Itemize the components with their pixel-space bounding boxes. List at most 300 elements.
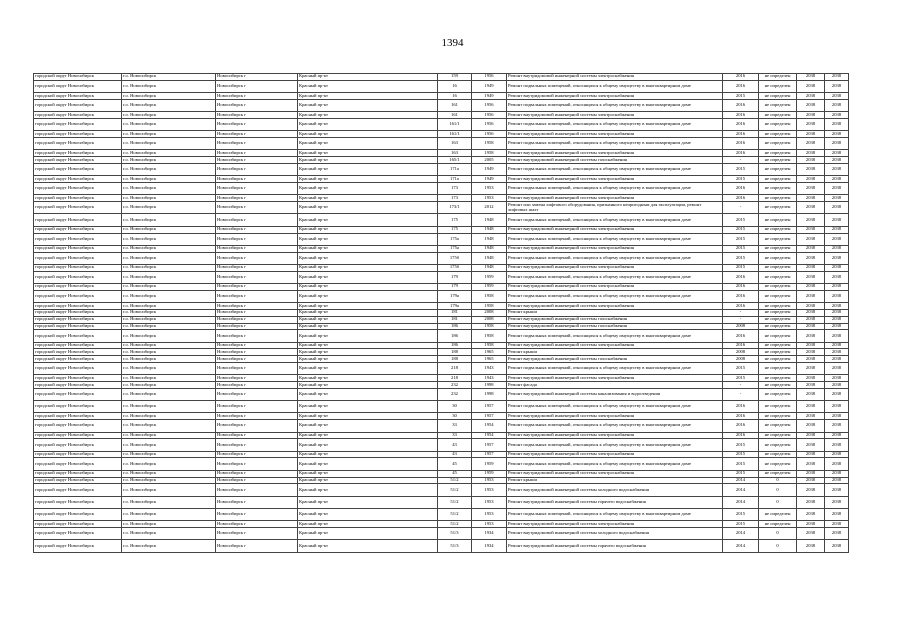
last-repair-year-cell: 2014 <box>723 477 759 484</box>
plan-start-year-cell: 2038 <box>797 309 825 316</box>
plan-start-year-cell: 2038 <box>797 176 825 183</box>
table-row <box>34 496 849 508</box>
build-year-cell: 1958 <box>472 303 507 310</box>
locality-cell: Новосибирск г <box>216 484 298 496</box>
house-number-cell: 186 <box>438 330 472 342</box>
district-cell: городской округ Новосибирск <box>34 264 122 271</box>
street-cell: Красный пр-кт <box>298 316 438 323</box>
build-year-cell: 1953 <box>472 195 507 202</box>
plan-end-year-cell: 2038 <box>825 290 849 302</box>
locality-cell: Новосибирск г <box>216 356 298 363</box>
locality-cell: Новосибирск г <box>216 290 298 302</box>
build-year-cell: 1998 <box>472 388 507 400</box>
work-type-cell: Ремонт внутридомовой инженерной системы канализования и водоотведения <box>507 388 723 400</box>
street-cell: Красный пр-кт <box>298 183 438 195</box>
status-cell: не определен <box>759 176 797 183</box>
city-cell: г.о. Новосибирск <box>122 413 216 420</box>
plan-start-year-cell: 2038 <box>797 439 825 451</box>
build-year-cell: 1953 <box>472 477 507 484</box>
last-repair-year-cell: 2016 <box>723 118 759 130</box>
build-year-cell: 1934 <box>472 540 507 552</box>
city-cell: г.о. Новосибирск <box>122 470 216 477</box>
table-row <box>34 484 849 496</box>
plan-end-year-cell: 2038 <box>825 401 849 413</box>
district-cell: городской округ Новосибирск <box>34 388 122 400</box>
status-cell: 0 <box>759 540 797 552</box>
district-cell: городской округ Новосибирск <box>34 330 122 342</box>
locality-cell: Новосибирск г <box>216 330 298 342</box>
work-type-cell: Ремонт внутридомовой инженерной системы электроснабжения <box>507 375 723 382</box>
house-number-cell: 218 <box>438 363 472 375</box>
locality-cell: Новосибирск г <box>216 388 298 400</box>
plan-end-year-cell: 2038 <box>825 432 849 439</box>
status-cell: не определен <box>759 401 797 413</box>
district-cell: городской округ Новосибирск <box>34 157 122 164</box>
street-cell: Красный пр-кт <box>298 451 438 458</box>
street-cell: Красный пр-кт <box>298 330 438 342</box>
plan-start-year-cell: 2038 <box>797 316 825 323</box>
street-cell: Красный пр-кт <box>298 252 438 264</box>
city-cell: г.о. Новосибирск <box>122 80 216 92</box>
table-row <box>34 363 849 375</box>
plan-end-year-cell: 2038 <box>825 388 849 400</box>
status-cell: не определен <box>759 138 797 150</box>
last-repair-year-cell: 2014 <box>723 484 759 496</box>
status-cell: не определен <box>759 323 797 330</box>
city-cell: г.о. Новосибирск <box>122 342 216 349</box>
work-type-cell: Ремонт внутридомовой инженерной системы электроснабжения <box>507 432 723 439</box>
plan-end-year-cell: 2038 <box>825 420 849 432</box>
status-cell: не определен <box>759 264 797 271</box>
street-cell: Красный пр-кт <box>298 93 438 100</box>
house-number-cell: 179 <box>438 271 472 283</box>
status-cell: не определен <box>759 226 797 233</box>
locality-cell: Новосибирск г <box>216 93 298 100</box>
status-cell: не определен <box>759 309 797 316</box>
locality-cell: Новосибирск г <box>216 157 298 164</box>
city-cell: г.о. Новосибирск <box>122 420 216 432</box>
city-cell: г.о. Новосибирск <box>122 157 216 164</box>
city-cell: г.о. Новосибирск <box>122 477 216 484</box>
plan-end-year-cell: 2038 <box>825 245 849 252</box>
district-cell: городской округ Новосибирск <box>34 252 122 264</box>
work-type-cell: Ремонт внутридомовой инженерной системы электроснабжения <box>507 413 723 420</box>
district-cell: городской округ Новосибирск <box>34 309 122 316</box>
status-cell: не определен <box>759 195 797 202</box>
street-cell: Красный пр-кт <box>298 496 438 508</box>
street-cell: Красный пр-кт <box>298 99 438 111</box>
plan-start-year-cell: 2038 <box>797 214 825 226</box>
plan-end-year-cell: 2038 <box>825 252 849 264</box>
status-cell: не определен <box>759 413 797 420</box>
work-type-cell: Ремонт внутридомовой инженерной системы электроснабжения <box>507 284 723 291</box>
house-number-cell: 179а <box>438 290 472 302</box>
district-cell: городской округ Новосибирск <box>34 363 122 375</box>
page-number: 1394 <box>441 37 464 49</box>
status-cell: не определен <box>759 80 797 92</box>
status-cell: не определен <box>759 245 797 252</box>
street-cell: Красный пр-кт <box>298 195 438 202</box>
street-cell: Красный пр-кт <box>298 118 438 130</box>
work-type-cell: Ремонт подвальных помещений, относящихся к общему имуществу в многоквартирном доме <box>507 420 723 432</box>
work-type-cell: Ремонт внутридомовой инженерной системы холодного водоснабжения <box>507 528 723 540</box>
last-repair-year-cell: 2015 <box>723 451 759 458</box>
street-cell: Красный пр-кт <box>298 470 438 477</box>
last-repair-year-cell: 2015 <box>723 363 759 375</box>
plan-start-year-cell: 2038 <box>797 375 825 382</box>
table-row <box>34 183 849 195</box>
status-cell: не определен <box>759 252 797 264</box>
plan-start-year-cell: 2038 <box>797 233 825 245</box>
street-cell: Красный пр-кт <box>298 176 438 183</box>
street-cell: Красный пр-кт <box>298 477 438 484</box>
status-cell: не определен <box>759 349 797 356</box>
city-cell: г.о. Новосибирск <box>122 138 216 150</box>
build-year-cell: 1949 <box>472 80 507 92</box>
district-cell: городской округ Новосибирск <box>34 413 122 420</box>
locality-cell: Новосибирск г <box>216 195 298 202</box>
plan-start-year-cell: 2038 <box>797 74 825 81</box>
locality-cell: Новосибирск г <box>216 316 298 323</box>
house-number-cell: 16 <box>438 93 472 100</box>
house-number-cell: 181 <box>438 316 472 323</box>
house-number-cell: 173 <box>438 195 472 202</box>
build-year-cell: 1959 <box>472 458 507 470</box>
work-type-cell: Ремонт подвальных помещений, относящихся к общему имуществу в многоквартирном доме <box>507 233 723 245</box>
locality-cell: Новосибирск г <box>216 401 298 413</box>
locality-cell: Новосибирск г <box>216 432 298 439</box>
city-cell: г.о. Новосибирск <box>122 245 216 252</box>
table-row <box>34 214 849 226</box>
work-type-cell: Ремонт подвальных помещений, относящихся к общему имуществу в многоквартирном доме <box>507 458 723 470</box>
city-cell: г.о. Новосибирск <box>122 226 216 233</box>
city-cell: г.о. Новосибирск <box>122 356 216 363</box>
last-repair-year-cell: 2016 <box>723 99 759 111</box>
plan-end-year-cell: 2038 <box>825 356 849 363</box>
last-repair-year-cell: 2016 <box>723 342 759 349</box>
district-cell: городской округ Новосибирск <box>34 303 122 310</box>
house-number-cell: 175б <box>438 252 472 264</box>
plan-end-year-cell: 2038 <box>825 458 849 470</box>
table-row <box>34 342 849 349</box>
last-repair-year-cell: 2016 <box>723 80 759 92</box>
build-year-cell: 1943 <box>472 363 507 375</box>
plan-start-year-cell: 2038 <box>797 131 825 138</box>
table-row <box>34 252 849 264</box>
status-cell: не определен <box>759 451 797 458</box>
street-cell: Красный пр-кт <box>298 150 438 157</box>
district-cell: городской округ Новосибирск <box>34 138 122 150</box>
city-cell: г.о. Новосибирск <box>122 309 216 316</box>
city-cell: г.о. Новосибирск <box>122 388 216 400</box>
plan-end-year-cell: 2038 <box>825 176 849 183</box>
house-number-cell: 175б <box>438 264 472 271</box>
locality-cell: Новосибирск г <box>216 183 298 195</box>
build-year-cell: 1953 <box>472 484 507 496</box>
city-cell: г.о. Новосибирск <box>122 363 216 375</box>
plan-start-year-cell: 2038 <box>797 183 825 195</box>
district-cell: городской округ Новосибирск <box>34 508 122 520</box>
table-body <box>34 74 849 553</box>
last-repair-year-cell: 2016 <box>723 420 759 432</box>
locality-cell: Новосибирск г <box>216 375 298 382</box>
work-type-cell: Ремонт подвальных помещений, относящихся к общему имуществу в многоквартирном доме <box>507 252 723 264</box>
build-year-cell: 1953 <box>472 183 507 195</box>
plan-start-year-cell: 2038 <box>797 342 825 349</box>
build-year-cell: 1948 <box>472 264 507 271</box>
district-cell: городской округ Новосибирск <box>34 451 122 458</box>
table-row <box>34 401 849 413</box>
house-number-cell: 51/3 <box>438 540 472 552</box>
street-cell: Красный пр-кт <box>298 284 438 291</box>
city-cell: г.о. Новосибирск <box>122 74 216 81</box>
last-repair-year-cell: 2014 <box>723 496 759 508</box>
plan-start-year-cell: 2038 <box>797 528 825 540</box>
locality-cell: Новосибирск г <box>216 138 298 150</box>
locality-cell: Новосибирск г <box>216 163 298 175</box>
plan-start-year-cell: 2038 <box>797 252 825 264</box>
street-cell: Красный пр-кт <box>298 413 438 420</box>
plan-end-year-cell: 2038 <box>825 284 849 291</box>
street-cell: Красный пр-кт <box>298 439 438 451</box>
district-cell: городской округ Новосибирск <box>34 80 122 92</box>
status-cell: не определен <box>759 382 797 389</box>
last-repair-year-cell: 2015 <box>723 508 759 520</box>
last-repair-year-cell: 2016 <box>723 183 759 195</box>
house-number-cell: 33 <box>438 420 472 432</box>
city-cell: г.о. Новосибирск <box>122 214 216 226</box>
street-cell: Красный пр-кт <box>298 163 438 175</box>
city-cell: г.о. Новосибирск <box>122 349 216 356</box>
locality-cell: Новосибирск г <box>216 80 298 92</box>
status-cell: не определен <box>759 183 797 195</box>
district-cell: городской округ Новосибирск <box>34 150 122 157</box>
table-row <box>34 284 849 291</box>
district-cell: городской округ Новосибирск <box>34 233 122 245</box>
status-cell: не определен <box>759 363 797 375</box>
status-cell: не определен <box>759 150 797 157</box>
plan-end-year-cell: 2038 <box>825 183 849 195</box>
build-year-cell: 1957 <box>472 401 507 413</box>
table-row <box>34 131 849 138</box>
street-cell: Красный пр-кт <box>298 309 438 316</box>
district-cell: городской округ Новосибирск <box>34 349 122 356</box>
city-cell: г.о. Новосибирск <box>122 316 216 323</box>
city-cell: г.о. Новосибирск <box>122 323 216 330</box>
district-cell: городской округ Новосибирск <box>34 112 122 119</box>
street-cell: Красный пр-кт <box>298 342 438 349</box>
locality-cell: Новосибирск г <box>216 413 298 420</box>
last-repair-year-cell: - <box>723 316 759 323</box>
last-repair-year-cell: 2015 <box>723 439 759 451</box>
house-number-cell: 51/2 <box>438 508 472 520</box>
house-number-cell: 159 <box>438 74 472 81</box>
plan-end-year-cell: 2038 <box>825 382 849 389</box>
city-cell: г.о. Новосибирск <box>122 401 216 413</box>
build-year-cell: 1948 <box>472 214 507 226</box>
table-row <box>34 477 849 484</box>
work-type-cell: Ремонт внутридомовой инженерной системы электроснабжения <box>507 470 723 477</box>
locality-cell: Новосибирск г <box>216 226 298 233</box>
table-row <box>34 309 849 316</box>
build-year-cell: 1956 <box>472 118 507 130</box>
work-type-cell: Ремонт подвальных помещений, относящихся к общему имуществу в многоквартирном доме <box>507 99 723 111</box>
plan-end-year-cell: 2038 <box>825 477 849 484</box>
locality-cell: Новосибирск г <box>216 521 298 528</box>
city-cell: г.о. Новосибирск <box>122 484 216 496</box>
last-repair-year-cell: 2015 <box>723 252 759 264</box>
city-cell: г.о. Новосибирск <box>122 202 216 214</box>
district-cell: городской округ Новосибирск <box>34 496 122 508</box>
build-year-cell: 1953 <box>472 508 507 520</box>
house-number-cell: 218 <box>438 375 472 382</box>
last-repair-year-cell: 2016 <box>723 271 759 283</box>
plan-end-year-cell: 2038 <box>825 330 849 342</box>
table-row <box>34 439 849 451</box>
locality-cell: Новосибирск г <box>216 470 298 477</box>
status-cell: не определен <box>759 290 797 302</box>
district-cell: городской округ Новосибирск <box>34 214 122 226</box>
build-year-cell: 1958 <box>472 150 507 157</box>
plan-start-year-cell: 2038 <box>797 349 825 356</box>
city-cell: г.о. Новосибирск <box>122 521 216 528</box>
house-number-cell: 173/1 <box>438 202 472 214</box>
work-type-cell: Ремонт внутридомовой инженерной системы газоснабжения <box>507 323 723 330</box>
table-row <box>34 323 849 330</box>
district-cell: городской округ Новосибирск <box>34 323 122 330</box>
plan-end-year-cell: 2038 <box>825 112 849 119</box>
street-cell: Красный пр-кт <box>298 233 438 245</box>
locality-cell: Новосибирск г <box>216 451 298 458</box>
last-repair-year-cell: - <box>723 388 759 400</box>
status-cell: 0 <box>759 496 797 508</box>
work-type-cell: Ремонт подвальных помещений, относящихся к общему имуществу в многоквартирном доме <box>507 271 723 283</box>
locality-cell: Новосибирск г <box>216 323 298 330</box>
last-repair-year-cell: 2016 <box>723 138 759 150</box>
status-cell: не определен <box>759 375 797 382</box>
work-type-cell: Ремонт подвальных помещений, относящихся к общему имуществу в многоквартирном доме <box>507 290 723 302</box>
street-cell: Красный пр-кт <box>298 74 438 81</box>
work-type-cell: Ремонт внутридомовой инженерной системы электроснабжения <box>507 74 723 81</box>
district-cell: городской округ Новосибирск <box>34 401 122 413</box>
city-cell: г.о. Новосибирск <box>122 439 216 451</box>
work-type-cell: Ремонт крыши <box>507 309 723 316</box>
street-cell: Красный пр-кт <box>298 401 438 413</box>
city-cell: г.о. Новосибирск <box>122 382 216 389</box>
status-cell: не определен <box>759 271 797 283</box>
district-cell: городской округ Новосибирск <box>34 342 122 349</box>
plan-end-year-cell: 2038 <box>825 138 849 150</box>
street-cell: Красный пр-кт <box>298 420 438 432</box>
locality-cell: Новосибирск г <box>216 271 298 283</box>
work-type-cell: Ремонт внутридомовой инженерной системы электроснабжения <box>507 245 723 252</box>
house-number-cell: 175 <box>438 226 472 233</box>
house-number-cell: 171а <box>438 163 472 175</box>
house-number-cell: 30 <box>438 413 472 420</box>
capital-repair-table <box>33 73 849 553</box>
street-cell: Красный пр-кт <box>298 528 438 540</box>
work-type-cell: Ремонт внутридомовой инженерной системы электроснабжения <box>507 131 723 138</box>
plan-start-year-cell: 2038 <box>797 303 825 310</box>
status-cell: 0 <box>759 528 797 540</box>
street-cell: Красный пр-кт <box>298 375 438 382</box>
status-cell: не определен <box>759 163 797 175</box>
city-cell: г.о. Новосибирск <box>122 176 216 183</box>
locality-cell: Новосибирск г <box>216 202 298 214</box>
build-year-cell: 1958 <box>472 342 507 349</box>
city-cell: г.о. Новосибирск <box>122 375 216 382</box>
plan-end-year-cell: 2038 <box>825 413 849 420</box>
status-cell: не определен <box>759 330 797 342</box>
last-repair-year-cell: 2016 <box>723 195 759 202</box>
plan-start-year-cell: 2038 <box>797 323 825 330</box>
work-type-cell: Ремонт подвальных помещений, относящихся к общему имуществу в многоквартирном доме <box>507 163 723 175</box>
district-cell: городской округ Новосибирск <box>34 521 122 528</box>
plan-end-year-cell: 2038 <box>825 316 849 323</box>
work-type-cell: Ремонт внутридомовой инженерной системы электроснабжения <box>507 195 723 202</box>
build-year-cell: 1948 <box>472 226 507 233</box>
locality-cell: Новосибирск г <box>216 540 298 552</box>
last-repair-year-cell: 2016 <box>723 401 759 413</box>
city-cell: г.о. Новосибирск <box>122 131 216 138</box>
district-cell: городской округ Новосибирск <box>34 458 122 470</box>
table-row <box>34 233 849 245</box>
district-cell: городской округ Новосибирск <box>34 163 122 175</box>
status-cell: не определен <box>759 233 797 245</box>
last-repair-year-cell: 2016 <box>723 131 759 138</box>
city-cell: г.о. Новосибирск <box>122 290 216 302</box>
locality-cell: Новосибирск г <box>216 284 298 291</box>
city-cell: г.о. Новосибирск <box>122 458 216 470</box>
house-number-cell: 232 <box>438 382 472 389</box>
table-row <box>34 264 849 271</box>
plan-end-year-cell: 2038 <box>825 540 849 552</box>
house-number-cell: 175а <box>438 233 472 245</box>
last-repair-year-cell: 2016 <box>723 290 759 302</box>
work-type-cell: Ремонт подвальных помещений, относящихся к общему имуществу в многоквартирном доме <box>507 439 723 451</box>
work-type-cell: Ремонт подвальных помещений, относящихся к общему имуществу в многоквартирном доме <box>507 138 723 150</box>
street-cell: Красный пр-кт <box>298 521 438 528</box>
last-repair-year-cell: 2016 <box>723 284 759 291</box>
locality-cell: Новосибирск г <box>216 264 298 271</box>
work-type-cell: Ремонт крыши <box>507 349 723 356</box>
plan-end-year-cell: 2038 <box>825 99 849 111</box>
street-cell: Красный пр-кт <box>298 131 438 138</box>
district-cell: городской округ Новосибирск <box>34 99 122 111</box>
plan-start-year-cell: 2038 <box>797 401 825 413</box>
plan-start-year-cell: 2038 <box>797 245 825 252</box>
house-number-cell: 175 <box>438 214 472 226</box>
build-year-cell: 1958 <box>472 138 507 150</box>
build-year-cell: 2005 <box>472 157 507 164</box>
plan-end-year-cell: 2038 <box>825 233 849 245</box>
status-cell: не определен <box>759 131 797 138</box>
last-repair-year-cell: 2015 <box>723 264 759 271</box>
city-cell: г.о. Новосибирск <box>122 330 216 342</box>
table-row <box>34 202 849 214</box>
plan-start-year-cell: 2038 <box>797 521 825 528</box>
work-type-cell: Ремонт внутридомовой инженерной системы газоснабжения <box>507 157 723 164</box>
district-cell: городской округ Новосибирск <box>34 484 122 496</box>
plan-start-year-cell: 2038 <box>797 330 825 342</box>
work-type-cell: Ремонт внутридомовой инженерной системы электроснабжения <box>507 176 723 183</box>
work-type-cell: Ремонт внутридомовой инженерной системы электроснабжения <box>507 451 723 458</box>
table-row <box>34 290 849 302</box>
house-number-cell: 171а <box>438 176 472 183</box>
district-cell: городской округ Новосибирск <box>34 540 122 552</box>
table-row <box>34 458 849 470</box>
locality-cell: Новосибирск г <box>216 303 298 310</box>
